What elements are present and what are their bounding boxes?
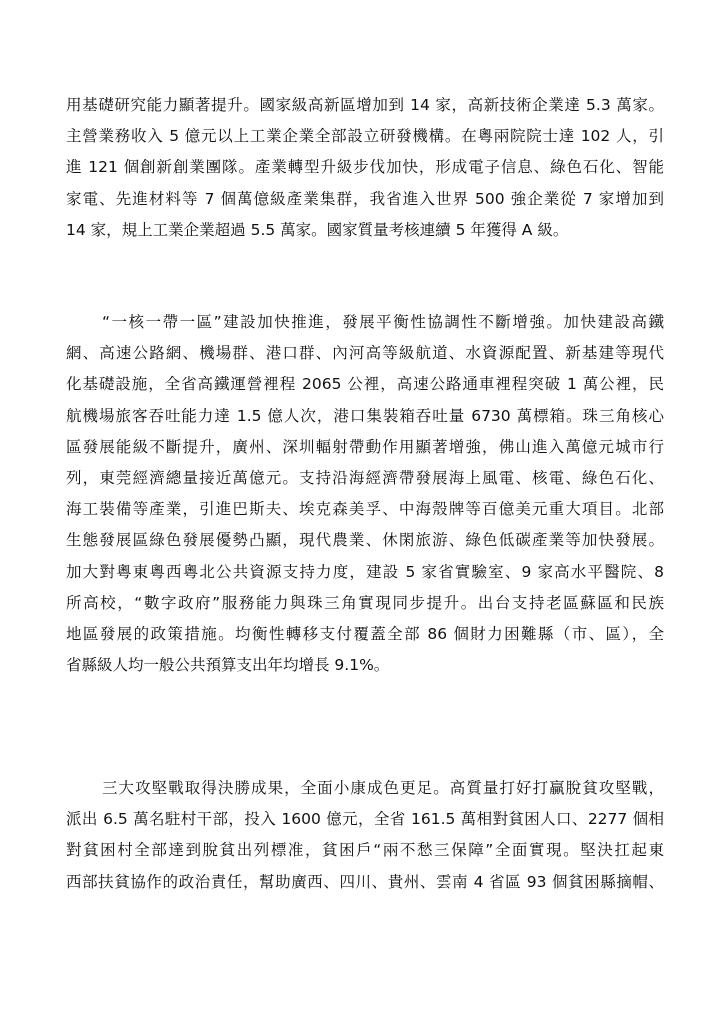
text-line: 所高校，“數字政府”服務能力與珠三角實現同步提升。出台支持老區蘇區和民族 [66, 593, 664, 612]
text-line: 三大攻堅戰取得決勝成果，全面小康成色更足。高質量打好打贏脫貧攻堅戰， [102, 779, 664, 797]
text-line: 列，東莞經濟總量接近萬億元。支持沿海經濟帶發展海上風電、核電、綠色石化、 [66, 468, 664, 487]
text-line: 西部扶貧協作的政治責任，幫助廣西、四川、貴州、雲南 4 省區 93 個貧困縣摘帽、 [66, 872, 664, 891]
text-line: 進 121 個創新創業團隊。產業轉型升級步伐加快，形成電子信息、綠色石化、智能 [66, 158, 664, 177]
text-line: 化基礎設施，全省高鐵運營裡程 2065 公裡，高速公路通車裡程突破 1 萬公裡，民 [66, 375, 664, 394]
paragraph-2 [66, 307, 664, 681]
text-line: 派出 6.5 萬名駐村干部，投入 1600 億元，全省 161.5 萬相對貧困人口、2277 個相 [66, 810, 664, 829]
text-line: 主營業務收入 5 億元以上工業企業全部設立研發機構。在粵兩院院士達 102 人，引 [66, 127, 664, 146]
text-line: 14 家，規上工業企業超過 5.5 萬家。國家質量考核連續 5 年獲得 A 級。 [66, 220, 569, 239]
text-line: “一核一帶一區”建設加快推進，發展平衡性協調性不斷增強。加快建設高鐵 [102, 313, 664, 331]
text-line: 對貧困村全部達到脫貧出列標准，貧困戶“兩不愁三保障”全面實現。堅決扛起東 [66, 841, 664, 860]
paragraph-3 [66, 773, 664, 898]
text-line: 家電、先進材料等 7 個萬億級產業集群，我省進入世界 500 強企業從 7 家增加到 [66, 189, 664, 208]
paragraph-1 [66, 90, 664, 246]
text-line: 加大對粵東粵西粵北公共資源支持力度，建設 5 家省實驗室、9 家高水平醫院、8 [66, 562, 664, 581]
text-line: 網、高速公路網、機場群、港口群、內河高等級航道、水資源配置、新基建等現代 [66, 344, 664, 363]
text-line: 生態發展區綠色發展優勢凸顯，現代農業、休閑旅游、綠色低碳產業等加快發展。 [66, 531, 664, 550]
text-line: 區發展能級不斷提升，廣州、深圳輻射帶動作用顯著增強，佛山進入萬億元城市行 [66, 437, 664, 456]
text-line: 省縣級人均一般公共預算支出年均增長 9.1%。 [66, 656, 390, 675]
text-line: 用基礎研究能力顯著提升。國家級高新區增加到 14 家，高新技術企業達 5.3 萬家。 [66, 96, 664, 114]
text-line: 海工裝備等產業，引進巴斯夫、埃克森美孚、中海殼牌等百億美元重大項目。北部 [66, 500, 664, 519]
text-line: 航機場旅客吞吐能力達 1.5 億人次，港口集裝箱吞吐量 6730 萬標箱。珠三角核心 [66, 406, 664, 425]
text-line: 地區發展的政策措施。均衡性轉移支付覆蓋全部 86 個財力困難縣（市、區），全 [66, 624, 664, 643]
